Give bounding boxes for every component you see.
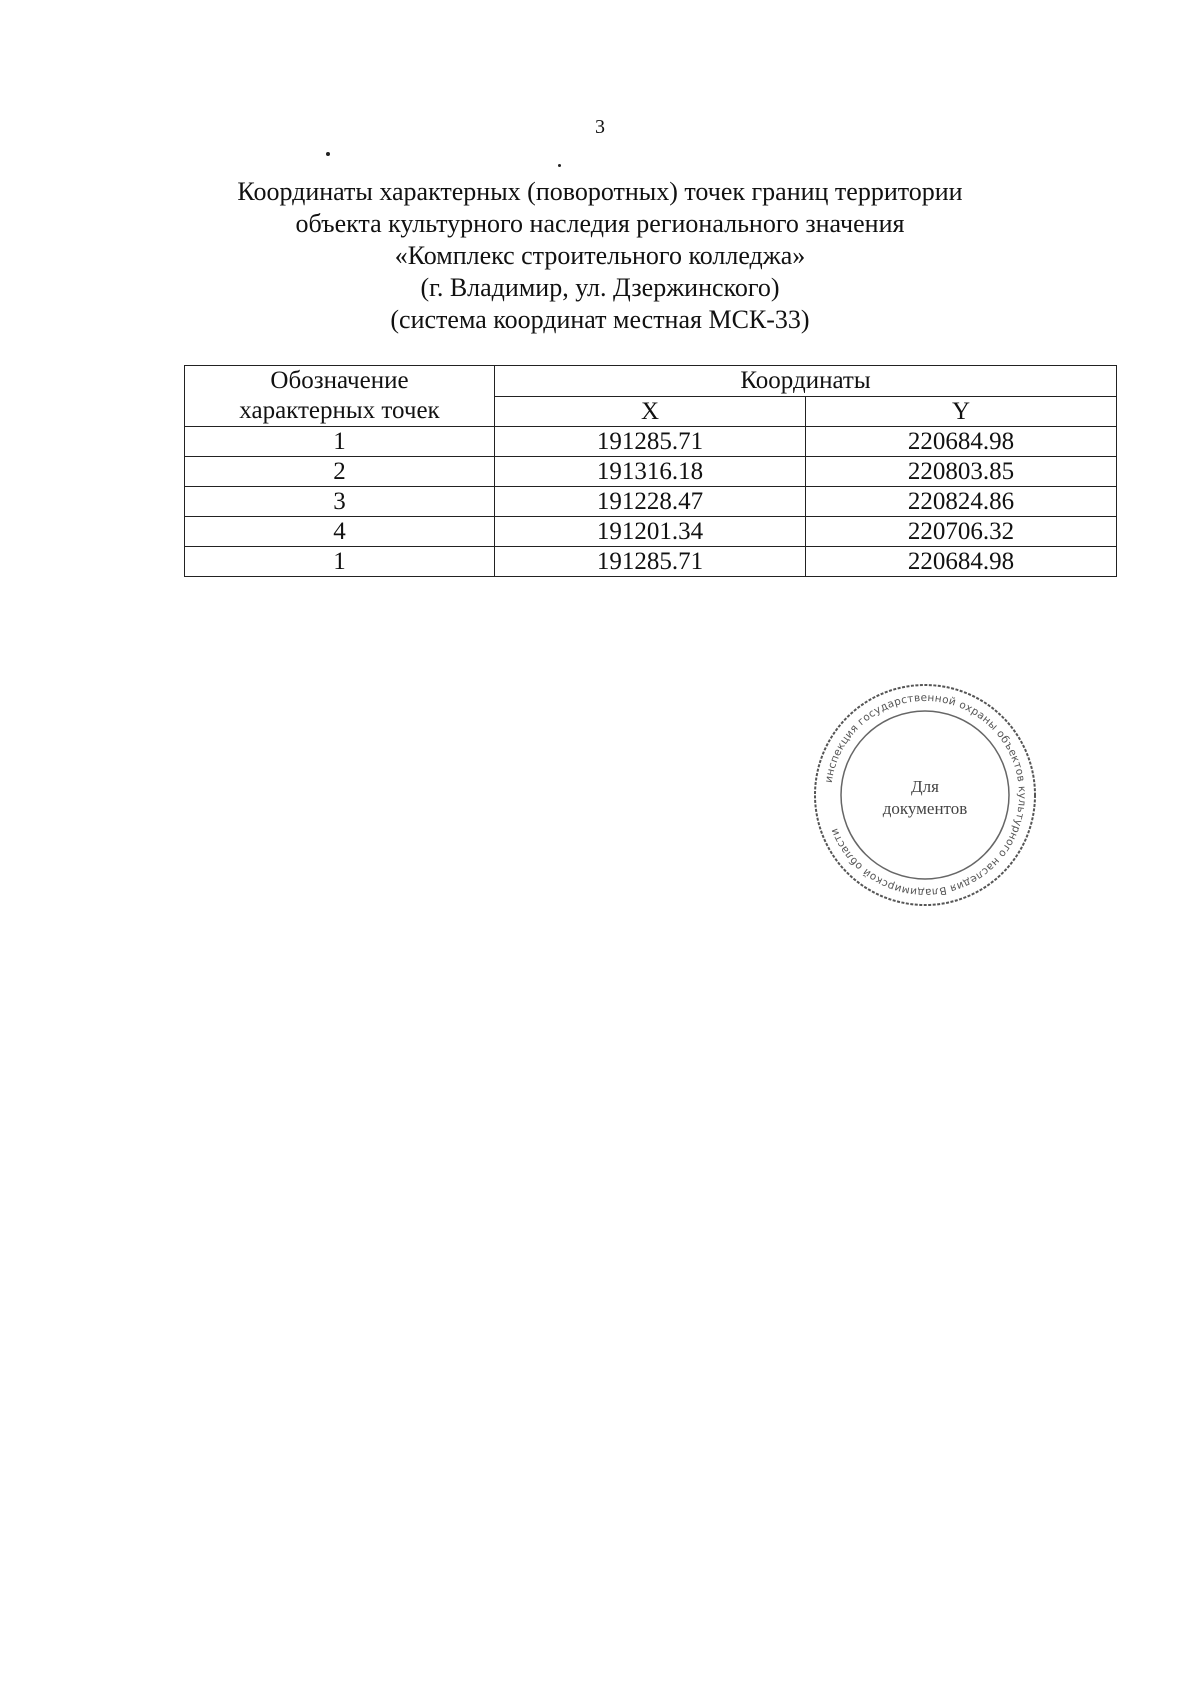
x-cell: 191285.71 (495, 547, 806, 577)
title-line: «Комплекс строительного колледжа» (394, 241, 806, 270)
table-row (185, 457, 1117, 487)
y-cell: 220684.98 (806, 547, 1117, 577)
table-row (185, 427, 1117, 457)
point-cell: 2 (185, 457, 495, 487)
scan-speck (558, 164, 561, 167)
title-line: объекта культурного наследия регионального значения (295, 209, 905, 238)
table-row (185, 487, 1117, 517)
y-cell: 220824.86 (806, 487, 1117, 517)
y-cell: 220803.85 (806, 457, 1117, 487)
x-column-header: X (495, 396, 806, 427)
page-number: 3 (595, 116, 605, 138)
table-row (185, 517, 1117, 547)
official-stamp (810, 680, 1040, 910)
point-column-header (185, 366, 495, 427)
coordinates-header: Координаты (495, 366, 1117, 397)
point-cell: 1 (185, 427, 495, 457)
table-row (185, 547, 1117, 577)
point-header-line: Обозначение (270, 367, 409, 394)
x-cell: 191285.71 (495, 427, 806, 457)
title-line: Координаты характерных (поворотных) точек границ территории (237, 177, 963, 206)
table-header-row (185, 366, 1117, 397)
point-cell: 1 (185, 547, 495, 577)
x-cell: 191228.47 (495, 487, 806, 517)
stamp-ring-text: инспекция государственной охраны объектов культурного наследия Владимирской области (822, 691, 1029, 899)
title-line: (система координат местная МСК-33) (390, 305, 810, 334)
scan-speck (326, 152, 330, 156)
x-cell: 191316.18 (495, 457, 806, 487)
x-cell: 191201.34 (495, 517, 806, 547)
point-header-line: характерных точек (239, 397, 440, 424)
y-column-header: Y (806, 396, 1117, 427)
y-cell: 220706.32 (806, 517, 1117, 547)
point-cell: 4 (185, 517, 495, 547)
document-title (0, 176, 1200, 336)
stamp-inner-text: документов (882, 799, 968, 818)
title-line: (г. Владимир, ул. Дзержинского) (420, 273, 780, 302)
y-cell: 220684.98 (806, 427, 1117, 457)
coordinates-table (184, 365, 1117, 577)
point-cell: 3 (185, 487, 495, 517)
stamp-inner-text: Для (911, 777, 939, 796)
